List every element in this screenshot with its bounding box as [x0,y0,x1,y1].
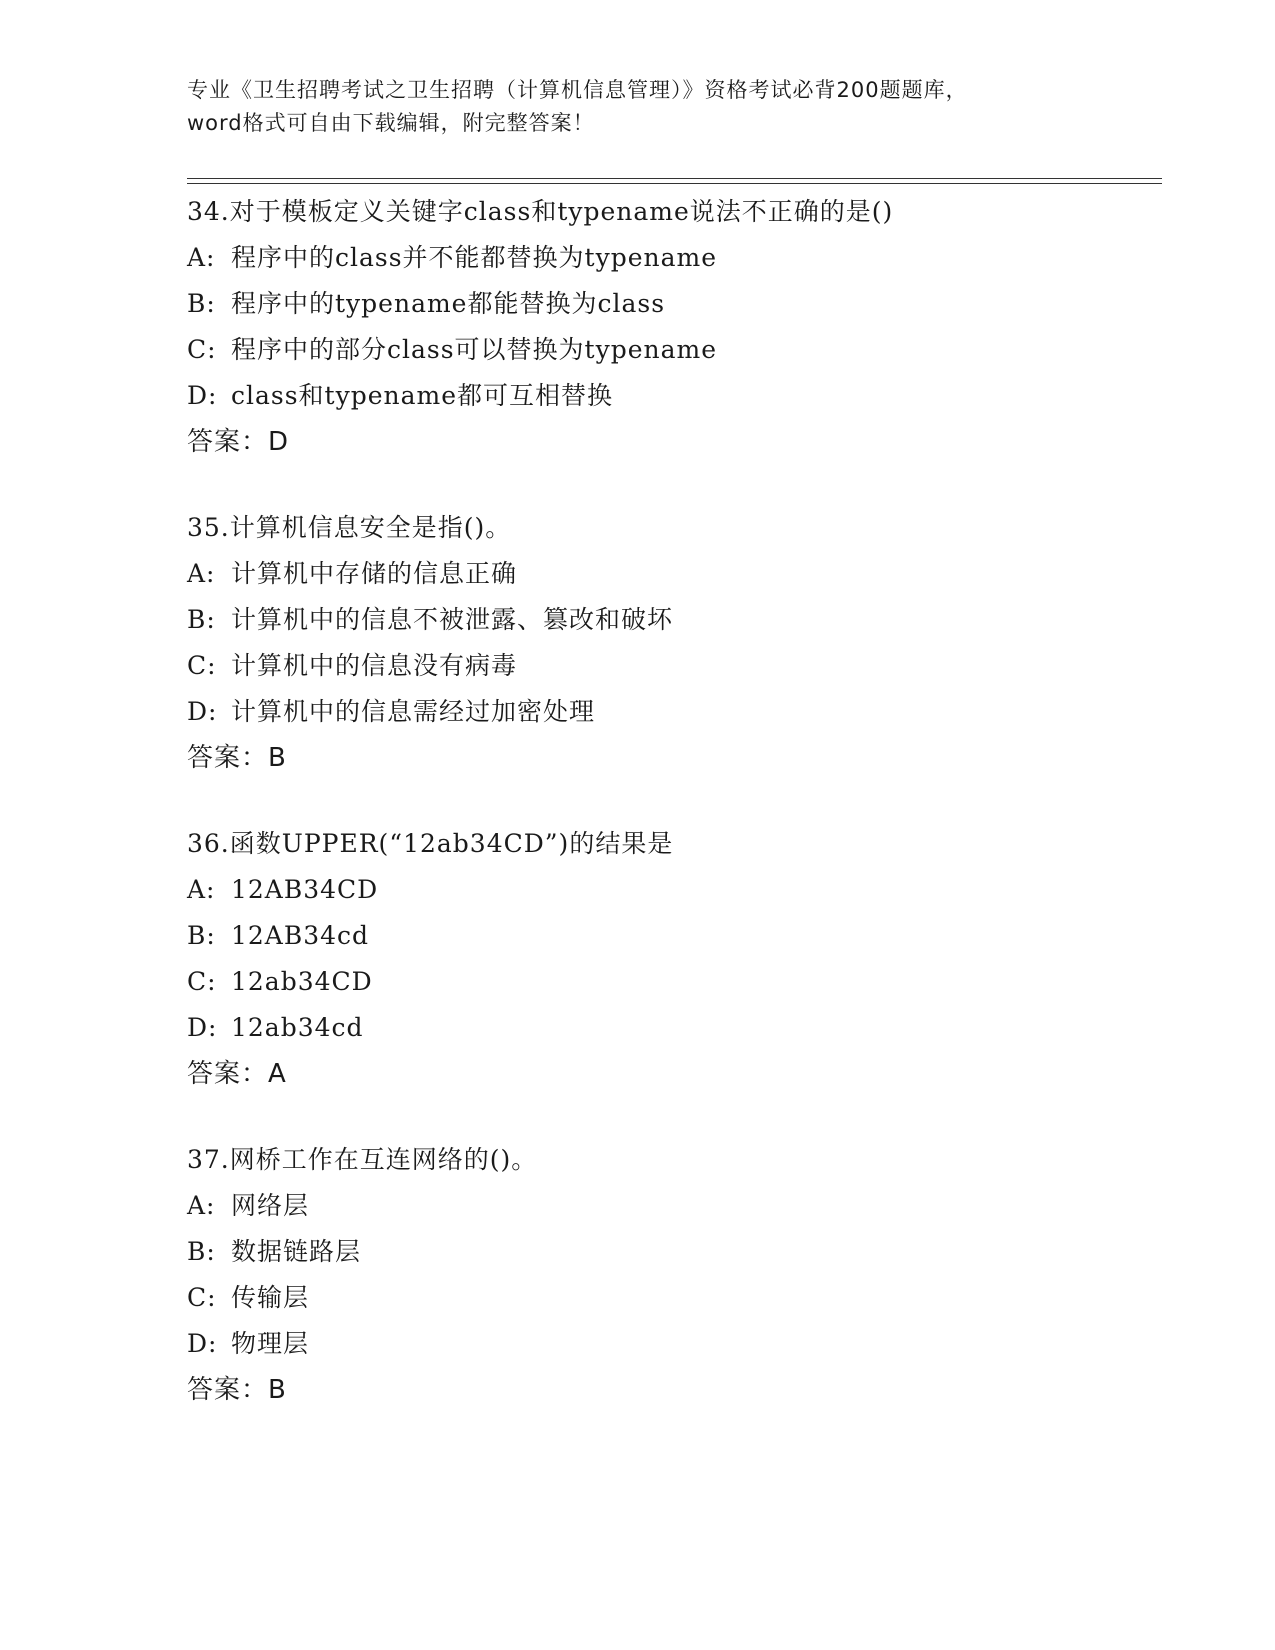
option-text: 数据链路层 [231,1237,362,1266]
answer-line: 答案：B [187,743,287,773]
option-b [187,281,1167,327]
option-c [187,327,1167,373]
option-a [187,551,1167,597]
option-text: 12AB34cd [231,921,370,950]
option-letter: B: [187,1237,216,1266]
option-letter: B: [187,605,216,634]
question-stem: 36.函数UPPER(“12ab34CD”)的结果是 [187,829,674,858]
question-stem: 35.计算机信息安全是指()。 [187,513,512,542]
option-text: 计算机中的信息需经过加密处理 [231,697,596,726]
question-36 [187,821,1167,1097]
option-d [187,373,1167,419]
option-letter: D: [187,1329,218,1358]
answer-line: 答案：A [187,1059,287,1089]
option-a [187,867,1167,913]
option-letter: C: [187,335,217,364]
option-d [187,1005,1167,1051]
option-letter: A: [187,559,216,588]
option-letter: D: [187,1013,218,1042]
option-b [187,597,1167,643]
option-text: 传输层 [231,1283,310,1312]
option-letter: D: [187,697,218,726]
header-line-2: word格式可自由下载编辑，附完整答案！ [187,111,595,135]
question-stem: 34.对于模板定义关键字class和typename说法不正确的是() [187,197,894,226]
option-b [187,913,1167,959]
answer-line: 答案：B [187,1375,287,1405]
option-letter: D: [187,381,218,410]
option-letter: B: [187,289,216,318]
option-a [187,235,1167,281]
option-text: 12AB34CD [231,875,379,904]
option-d [187,1321,1167,1367]
option-letter: B: [187,921,216,950]
option-c [187,643,1167,689]
option-letter: A: [187,875,216,904]
option-c [187,1275,1167,1321]
option-text: 网络层 [231,1191,310,1220]
option-letter: C: [187,1283,217,1312]
option-text: 12ab34cd [231,1013,364,1042]
option-d [187,689,1167,735]
option-letter: A: [187,1191,216,1220]
header-line-1: 专业《卫生招聘考试之卫生招聘（计算机信息管理）》资格考试必背200题题库， [187,78,968,102]
question-list [187,189,1167,1453]
option-letter: C: [187,967,217,996]
option-text: class和typename都可互相替换 [231,381,614,410]
option-text: 程序中的class并不能都替换为typename [231,243,718,272]
option-letter: A: [187,243,216,272]
option-a [187,1183,1167,1229]
question-stem: 37.网桥工作在互连网络的()。 [187,1145,538,1174]
header-divider-top [187,178,1162,179]
option-letter: C: [187,651,217,680]
option-text: 计算机中存储的信息正确 [231,559,518,588]
question-37 [187,1137,1167,1413]
option-text: 物理层 [231,1329,310,1358]
option-text: 12ab34CD [231,967,373,996]
option-text: 计算机中的信息不被泄露、篡改和破坏 [231,605,674,634]
option-text: 计算机中的信息没有病毒 [231,651,518,680]
document-header [187,74,1087,140]
question-34 [187,189,1167,465]
option-text: 程序中的typename都能替换为class [231,289,666,318]
header-divider-bottom [187,183,1162,184]
answer-line: 答案：D [187,427,290,457]
option-text: 程序中的部分class可以替换为typename [231,335,718,364]
option-c [187,959,1167,1005]
question-35 [187,505,1167,781]
option-b [187,1229,1167,1275]
